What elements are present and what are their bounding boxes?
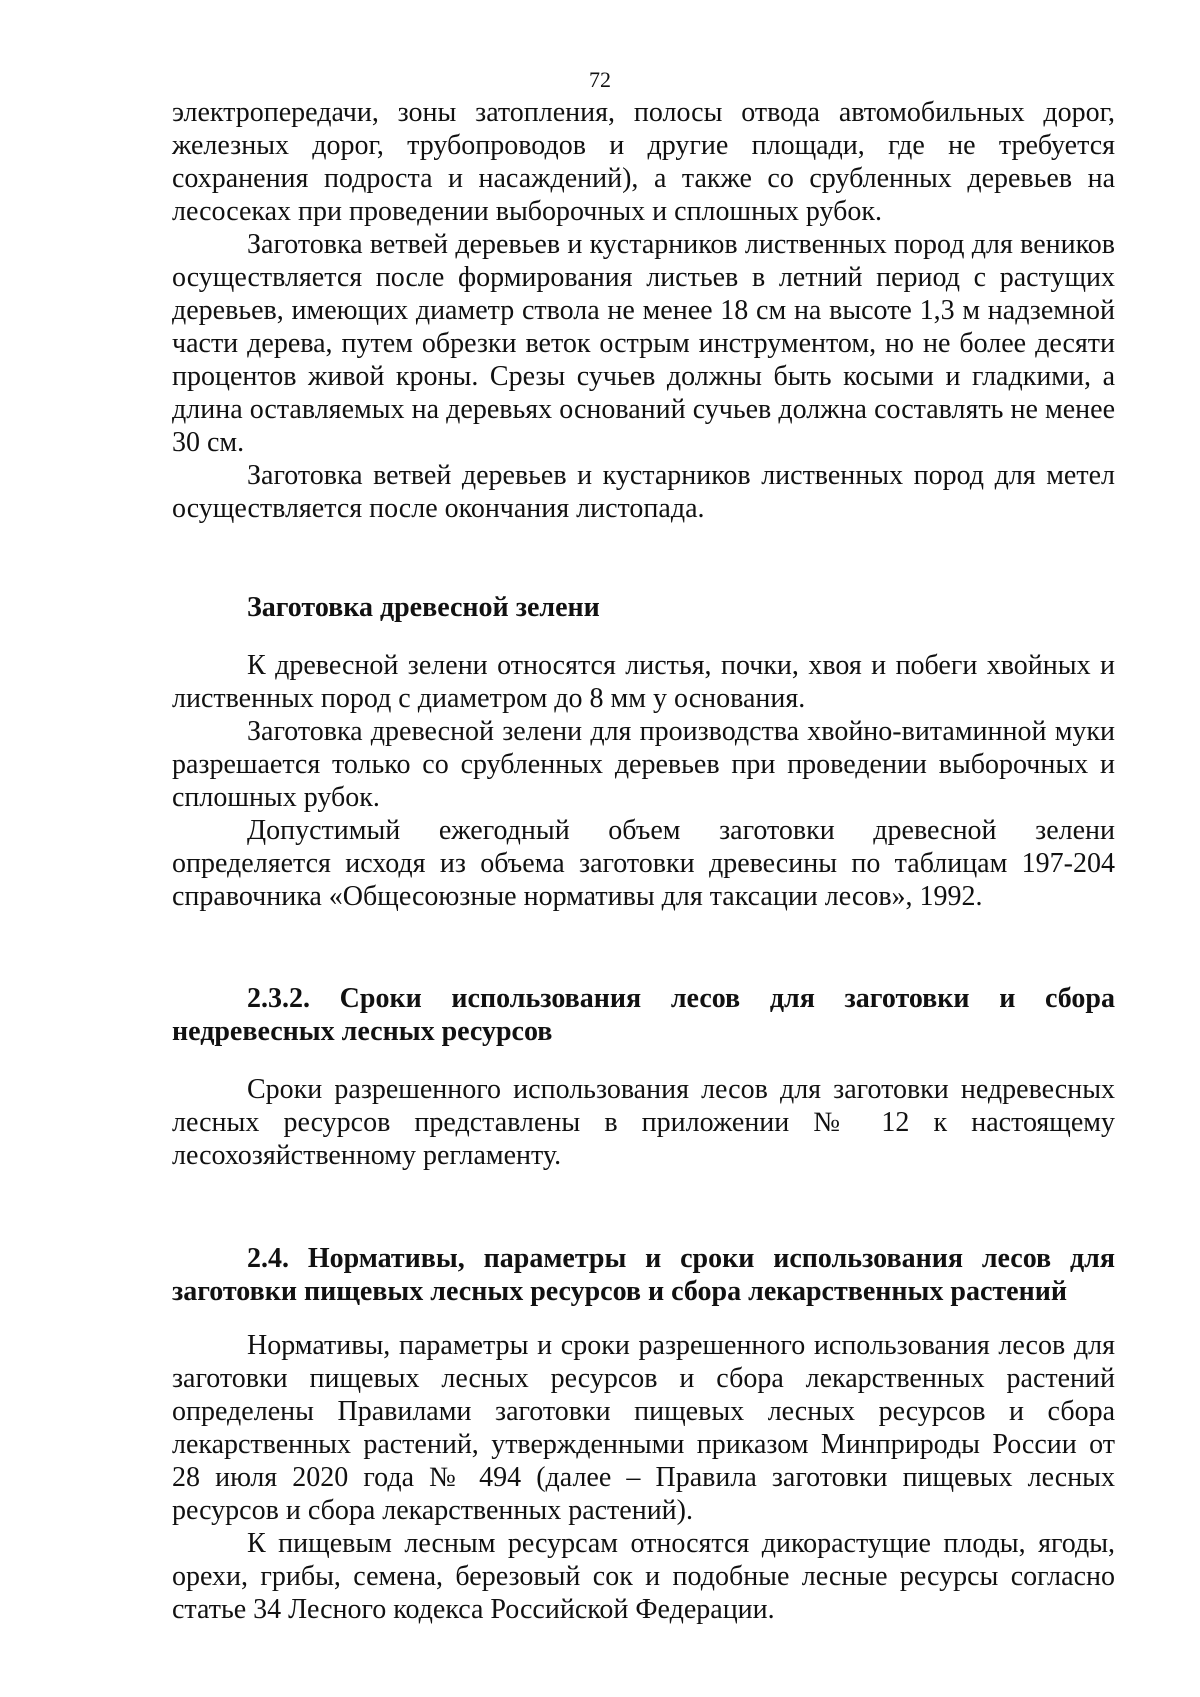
paragraph-besoms: Заготовка ветвей деревьев и кустарников лиственных пород для метел осуществляется после окончания листопада.	[172, 460, 1115, 524]
document-body	[172, 96, 1115, 1626]
paragraph-greenery-volume: Допустимый ежегодный объем заготовки древесной зелени определяется исходя из объема заготовки древесины по таблицам 197-204 справочника «Общесоюзные нормативы для таксации лесов», 1992.	[172, 815, 1115, 912]
paragraph-brooms: Заготовка ветвей деревьев и кустарников лиственных пород для веников осуществляется после формирования листьев в летний период с растущих деревьев, имеющих диаметр ствола не менее 18 см на высоте 1,3 м надземной части дерева, путем обрезки веток острым инструментом, но не более десяти процентов живой кроны. Срезы сучьев должны быть косыми и гладкими, а длина оставляемых на деревьях оснований сучьев должна составлять не менее 30 см.	[172, 229, 1115, 458]
paragraph-terms-appendix: Сроки разрешенного использования лесов для заготовки недревесных лесных ресурсов представлены в приложении № 12 к настоящему лесохозяйственному регламенту.	[172, 1074, 1115, 1171]
paragraph-food-resources-rules: Нормативы, параметры и сроки разрешенного использования лесов для заготовки пищевых лесных ресурсов и сбора лекарственных растений определены Правилами заготовки пищевых лесных ресурсов и сбора лекарственных растений, утвержденными приказом Минприроды России от 28 июля 2020 года № 494 (далее – Правила заготовки пищевых лесных ресурсов и сбора лекарственных растений).	[172, 1330, 1115, 1526]
paragraph-greenery-flour: Заготовка древесной зелени для производства хвойно-витаминной муки разрешается только со срубленных деревьев при проведении выборочных и сплошных рубок.	[172, 716, 1115, 813]
paragraph-greenery-definition: К древесной зелени относятся листья, почки, хвоя и побеги хвойных и лиственных пород с диаметром до 8 мм у основания.	[172, 650, 1115, 714]
heading-section-2-3-2: 2.3.2. Сроки использования лесов для заготовки и сбора недревесных лесных ресурсов	[172, 983, 1115, 1047]
heading-wood-greenery: Заготовка древесной зелени	[247, 592, 600, 623]
paragraph-continued: электропередачи, зоны затопления, полосы отвода автомобильных дорог, железных дорог, трубопроводов и другие площади, где не требуется сохранения подроста и насаждений), а также со срубленных деревьев на лесосеках при проведении выборочных и сплошных рубок.	[172, 97, 1115, 227]
heading-section-2-4: 2.4. Нормативы, параметры и сроки использования лесов для заготовки пищевых лесных ресурсов и сбора лекарственных растений	[172, 1243, 1115, 1307]
paragraph-food-resources-definition: К пищевым лесным ресурсам относятся дикорастущие плоды, ягоды, орехи, грибы, семена, березовый сок и подобные лесные ресурсы согласно статье 34 Лесного кодекса Российской Федерации.	[172, 1528, 1115, 1625]
page-number: 72	[589, 67, 611, 92]
